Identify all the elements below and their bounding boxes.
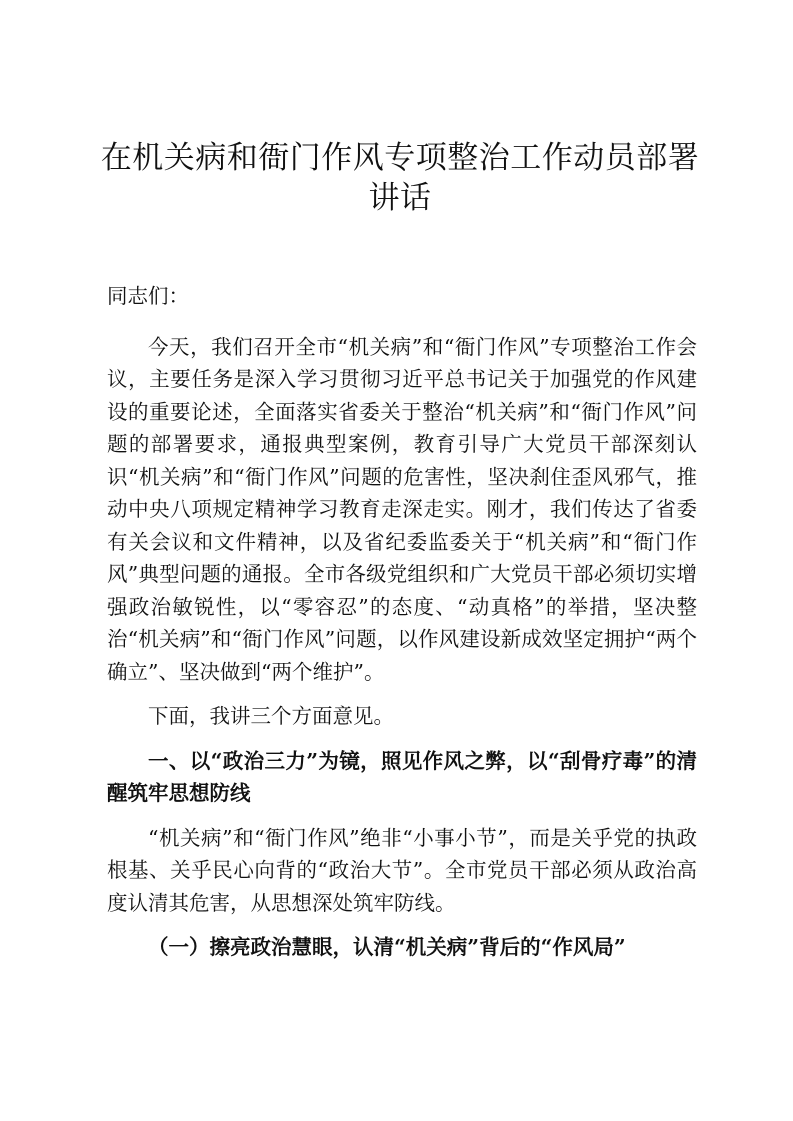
document-body bbox=[107, 280, 697, 964]
paragraph-section-1: “机关病”和“衙门作风”绝非“小事小节”，而是关乎党的执政根基、关乎民心向背的“政治大节”。全市党员干部必须从政治高度认清其危害，从思想深处筑牢防线。 bbox=[107, 825, 697, 915]
paragraph-outline: 下面，我讲三个方面意见。 bbox=[148, 704, 394, 728]
paragraph-opening: 今天，我们召开全市“机关病”和“衙门作风”专项整治工作会议，主要任务是深入学习贯彻习近平总书记关于加强党的作风建设的重要论述，全面落实省委关于整治“机关病”和“衙门作风”问题的部署要求，通报典型案例，教育引导广大党员干部深刻认识“机关病”和“衙门作风”问题的危害性，坚决刹住歪风邪气，推动中央八项规定精神学习教育走深走实。刚才，我们传达了省委有关会议和文件精神，以及省纪委监委关于“机关病”和“衙门作风”典型问题的通报。全市各级党组织和广大党员干部必须切实增强政治敏锐性，以“零容忍”的态度、“动真格”的举措，坚决整治“机关病”和“衙门作风”问题，以作风建设新成效坚定拥护“两个确立”、坚决做到“两个维护”。 bbox=[107, 334, 697, 684]
subsection-heading-1: （一）擦亮政治慧眼，认清“机关病”背后的“作风局” bbox=[148, 935, 626, 959]
document-title: 在机关病和衙门作风专项整治工作动员部署讲话 bbox=[100, 140, 700, 216]
salutation: 同志们： bbox=[107, 284, 189, 308]
section-heading-1: 一、以“政治三力”为镜，照见作风之弊，以“刮骨疗毒”的清醒筑牢思想防线 bbox=[107, 748, 697, 805]
